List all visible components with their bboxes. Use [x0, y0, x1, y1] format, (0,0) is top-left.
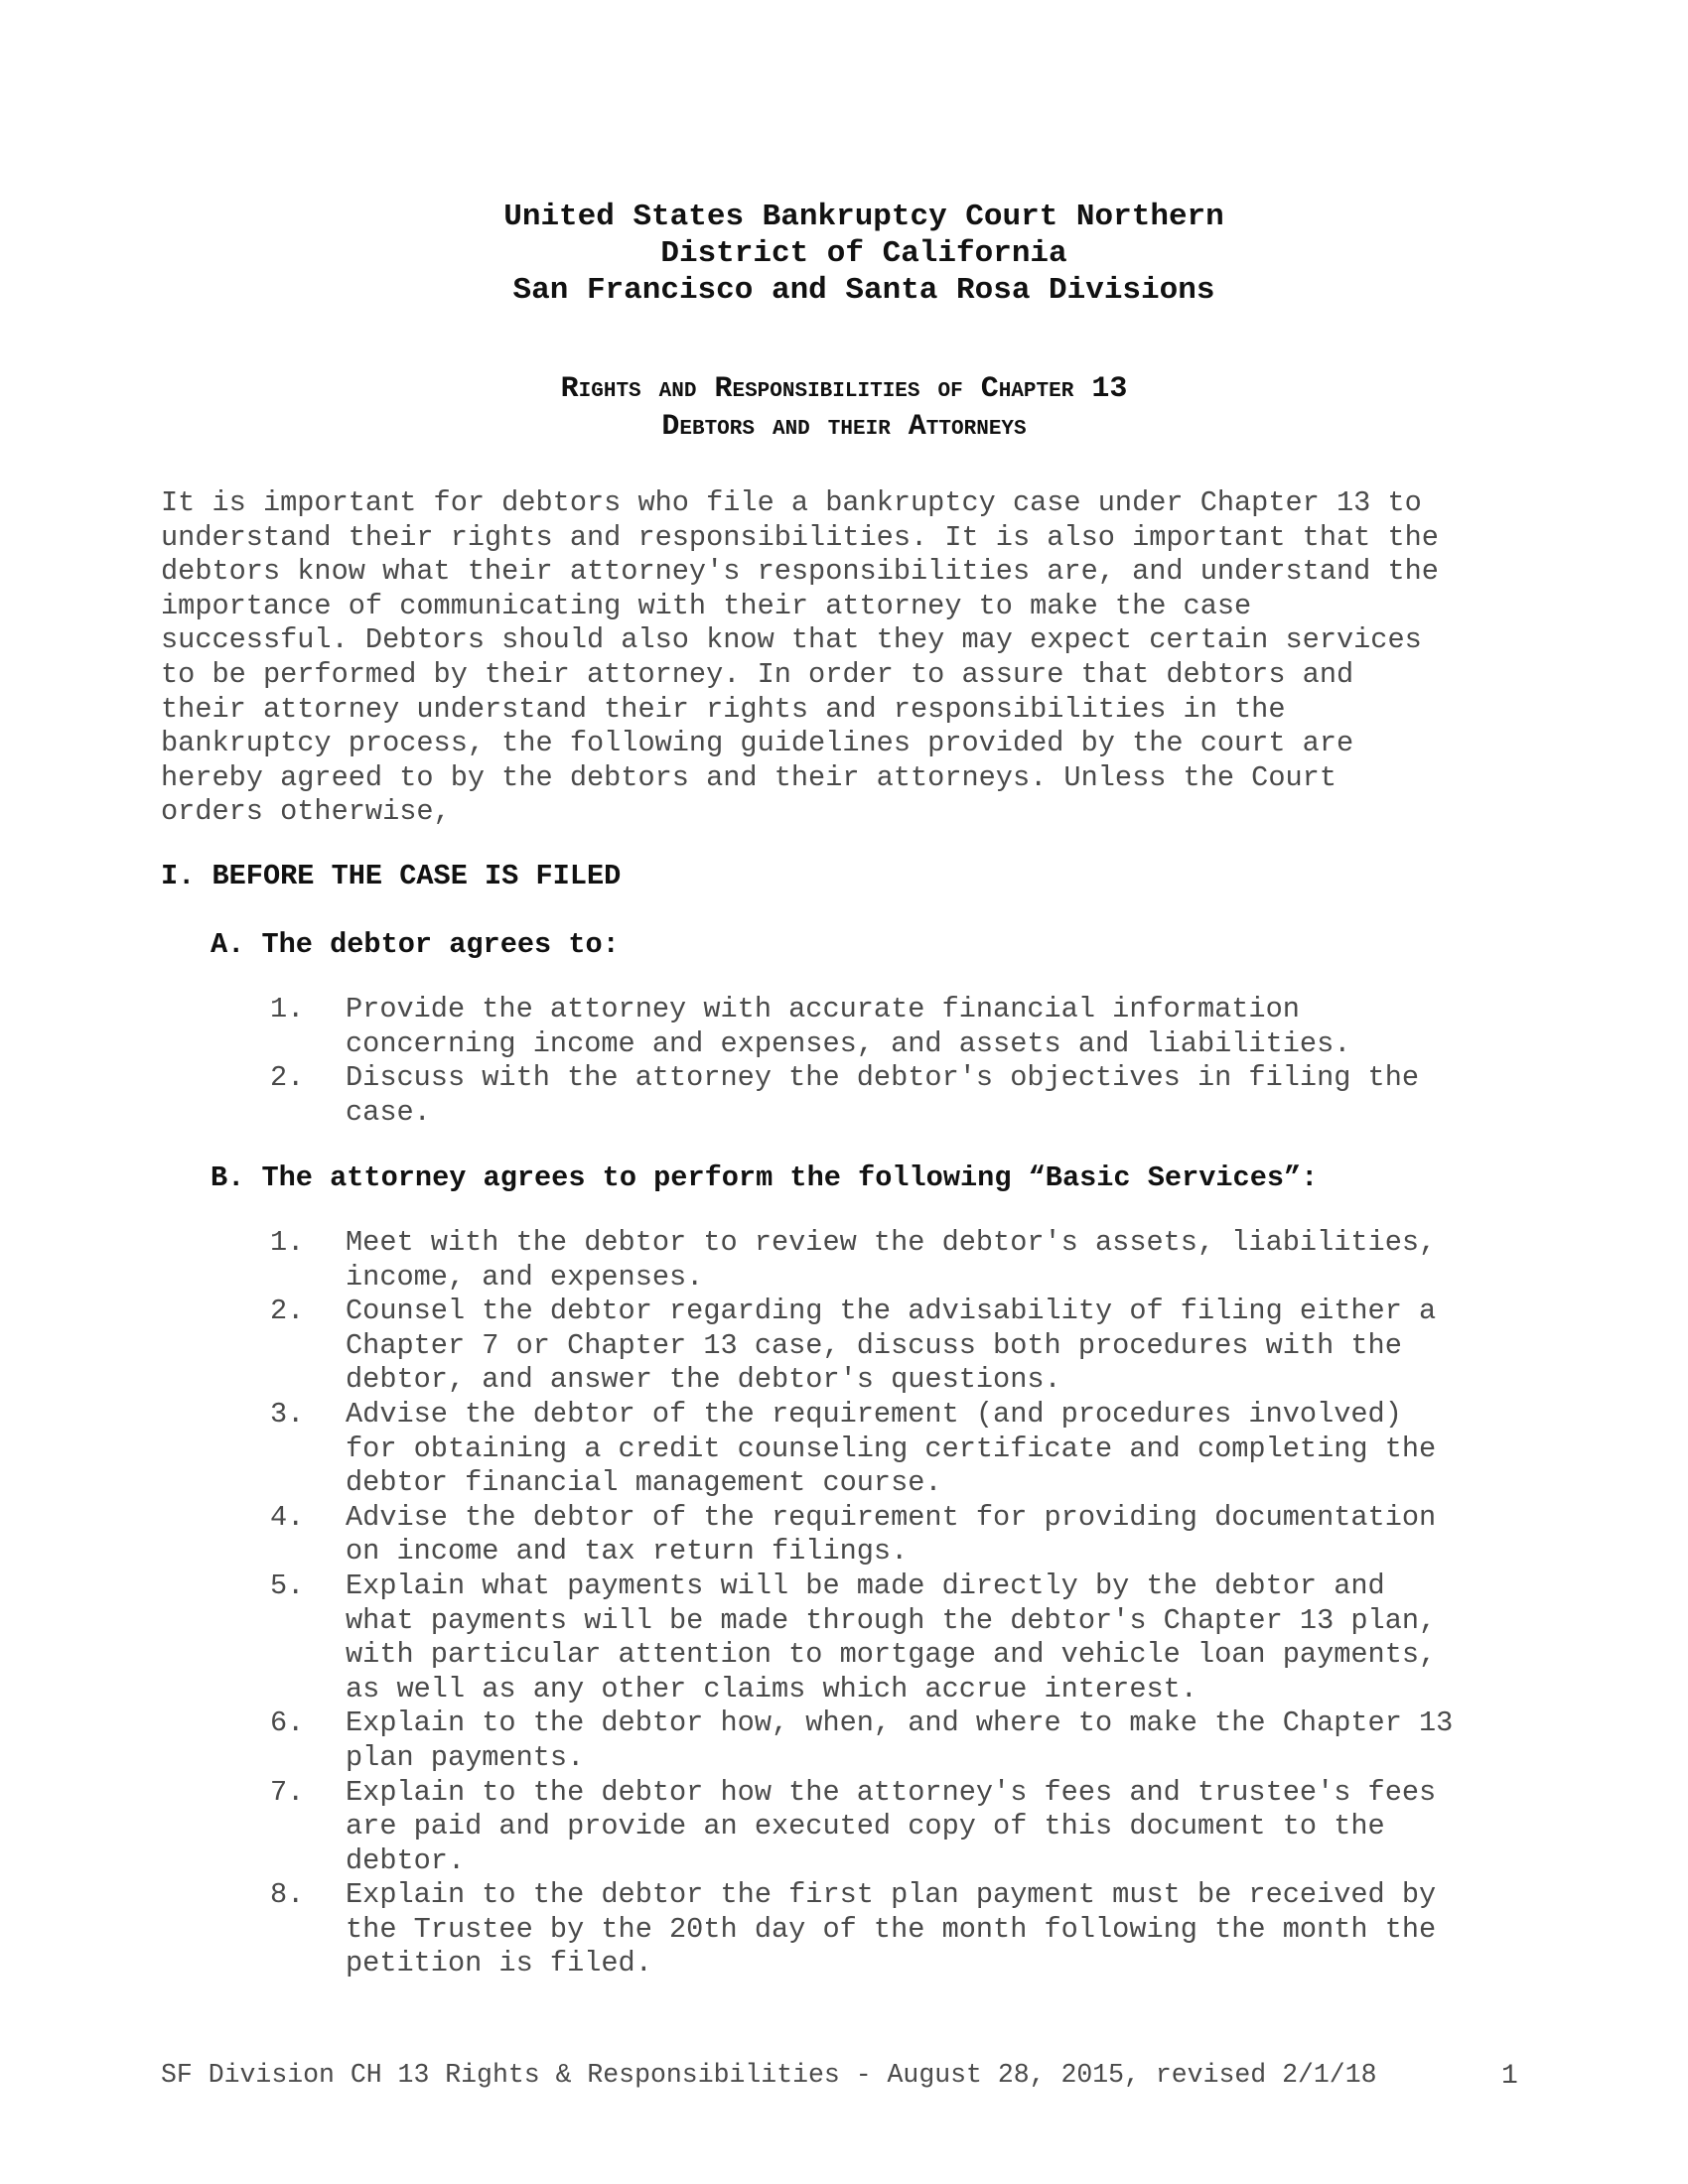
list-item — [270, 993, 1561, 1061]
list-item — [270, 1061, 1561, 1130]
document-title-line-2: Debtors and their Attorneys — [661, 410, 1027, 444]
list-item — [270, 1878, 1561, 1981]
item-number: 8. — [270, 1878, 305, 1912]
list-item — [270, 1226, 1561, 1295]
item-text: Advise the debtor of the requirement (and procedures involved) for obtaining a credit counseling certificate and completing the debtor financial management course. — [346, 1397, 1437, 1500]
item-text: Counsel the debtor regarding the advisability of filing either a Chapter 7 or Chapter 13 case, discuss both procedures with the debtor, and answer the debtor's questions. — [346, 1295, 1437, 1397]
item-text: Explain what payments will be made directly by the debtor and what payments will be made through the debtor's Chapter 13 plan, with particular attention to mortgage and vehicle loan payments, as well as any other claims which accrue interest. — [346, 1569, 1437, 1706]
item-number: 5. — [270, 1569, 305, 1602]
item-number: 2. — [270, 1295, 305, 1328]
item-text: Explain to the debtor how the attorney's fees and trustee's fees are paid and provide an executed copy of this document to the debtor. — [346, 1775, 1437, 1877]
list-item — [270, 1570, 1561, 1706]
item-text: Explain to the debtor the first plan payment must be received by the Trustee by the 20th day of the month following the month the petition is filed. — [346, 1878, 1437, 1980]
court-header — [0, 199, 1688, 309]
document-title-line-1: Rights and Responsibilities of Chapter 13 — [560, 372, 1128, 406]
section-heading-before-filing: I. BEFORE THE CASE IS FILED — [161, 860, 622, 892]
subsection-heading-debtor-agrees: A. The debtor agrees to: — [211, 928, 620, 961]
item-number: 7. — [270, 1775, 305, 1809]
court-header-line-2: District of California — [660, 236, 1067, 271]
list-item — [270, 1706, 1561, 1775]
item-number: 6. — [270, 1706, 305, 1740]
page-footer: SF Division CH 13 Rights & Responsibilities - August 28, 2015, revised 2/1/18 — [161, 2060, 1377, 2090]
page-number: 1 — [1501, 2061, 1518, 2092]
item-text: Meet with the debtor to review the debtor's assets, liabilities, income, and expenses. — [346, 1226, 1437, 1294]
item-text: Provide the attorney with accurate financial information concerning income and expenses, and assets and liabilities. — [346, 993, 1351, 1060]
item-text: Advise the debtor of the requirement for providing documentation on income and tax return filings. — [346, 1500, 1437, 1569]
debtor-agreements-list — [270, 993, 1561, 1130]
subsection-heading-attorney-agrees: B. The attorney agrees to perform the following “Basic Services”: — [211, 1161, 1319, 1194]
item-text: Explain to the debtor how, when, and where to make the Chapter 13 plan payments. — [346, 1706, 1454, 1774]
document-title — [0, 370, 1688, 446]
list-item — [270, 1398, 1561, 1501]
item-number: 3. — [270, 1397, 305, 1431]
list-item — [270, 1295, 1561, 1398]
item-number: 2. — [270, 1061, 305, 1095]
court-header-line-3: San Francisco and Santa Rosa Divisions — [512, 273, 1215, 308]
item-number: 1. — [270, 1226, 305, 1259]
item-text: Discuss with the attorney the debtor's objectives in filing the case. — [346, 1061, 1420, 1129]
item-number: 1. — [270, 993, 305, 1025]
attorney-basic-services-list — [270, 1226, 1561, 1981]
list-item — [270, 1501, 1561, 1570]
court-header-line-1: United States Bankruptcy Court Northern — [503, 200, 1224, 234]
item-number: 4. — [270, 1500, 305, 1534]
list-item — [270, 1776, 1561, 1879]
intro-paragraph: It is important for debtors who file a bankruptcy case under Chapter 13 to understand their rights and responsibilities. It is also important that the debtors know what their attorney's responsibilities are, and understand the importance of communicating with their attorney to make the case successful. Debtors should also know that they may expect certain services to be performed by their attorney. In order to assure that debtors and their attorney understand their rights and responsibilities in the bankruptcy process, the following guidelines provided by the court are hereby agreed to by the debtors and their attorneys. Unless the Court orders otherwise, — [161, 486, 1439, 829]
